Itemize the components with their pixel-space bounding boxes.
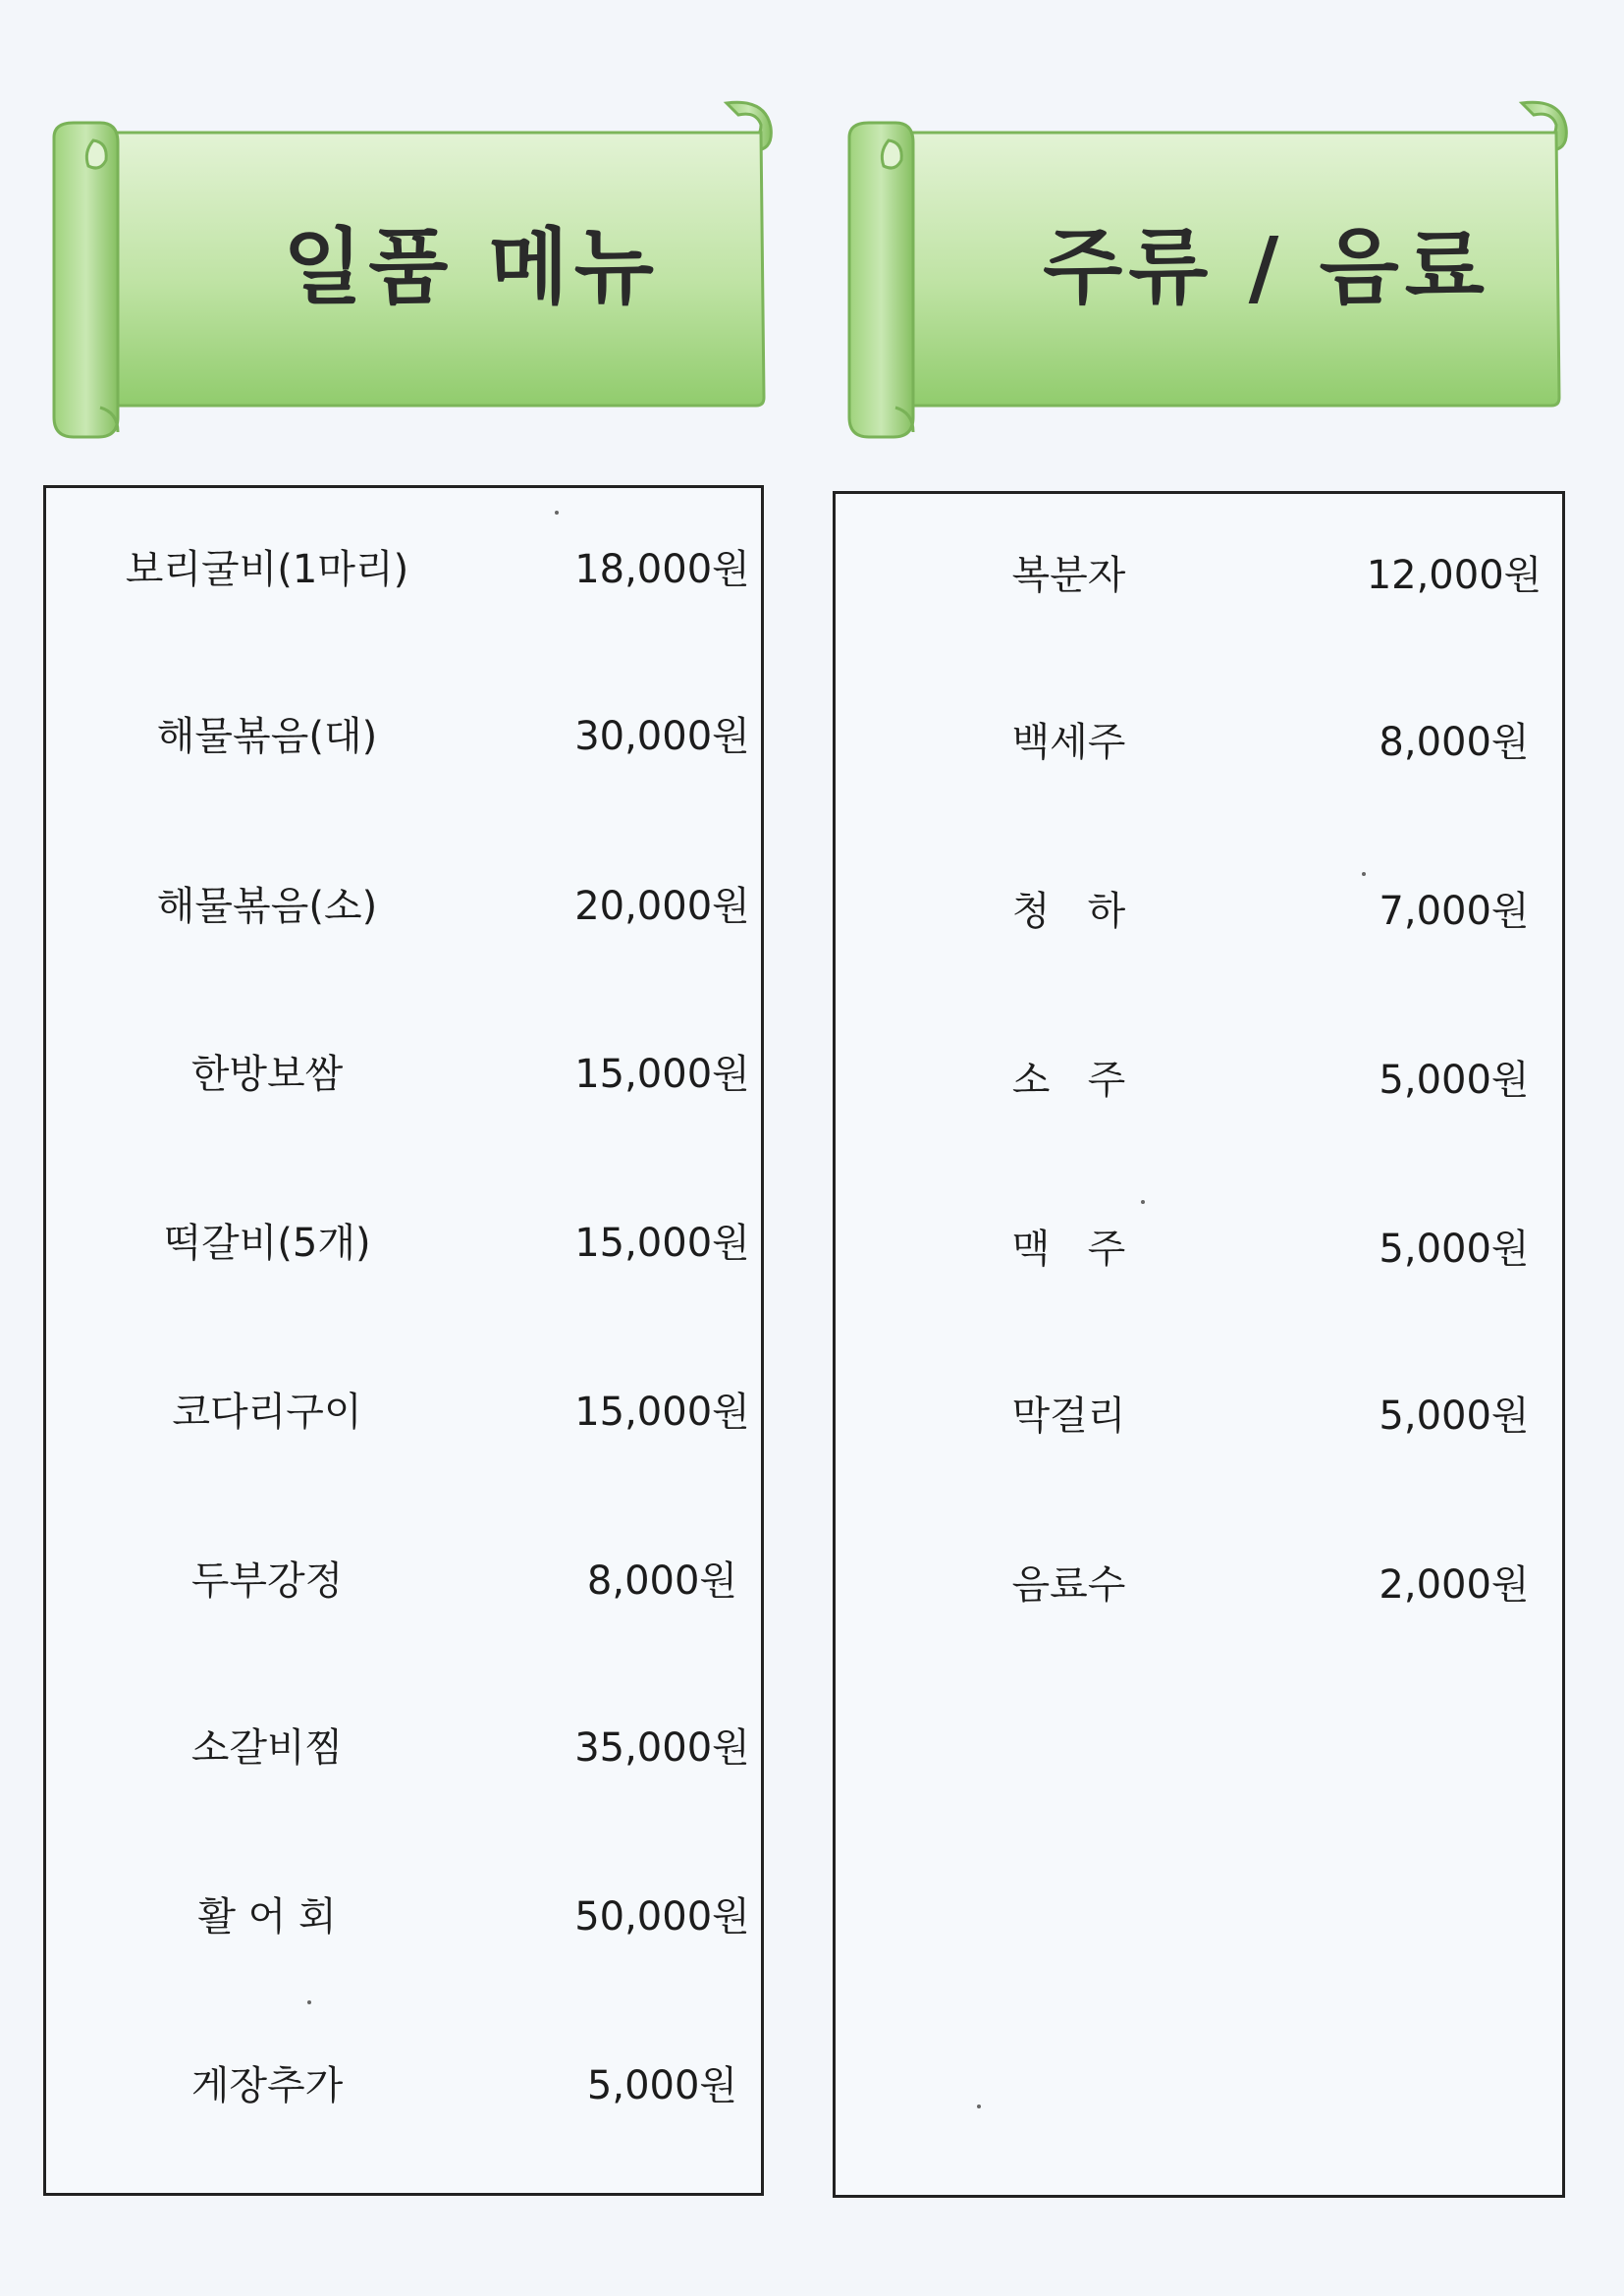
item-price: 5,000원 (1379, 1394, 1530, 1439)
menu-item (46, 530, 761, 609)
item-price: 7,000원 (1379, 889, 1530, 934)
drink-section-title: 주류 / 음료 (1043, 219, 1490, 315)
item-price: 12,000원 (1366, 553, 1543, 598)
item-price: 5,000원 (1379, 1058, 1530, 1103)
menu-item (836, 1546, 1562, 1624)
scan-speck (1362, 872, 1366, 876)
menu-item (46, 1542, 761, 1620)
menu-item (46, 697, 761, 776)
scan-speck (1141, 1200, 1145, 1204)
drink-section-banner (835, 93, 1620, 457)
item-price: 20,000원 (574, 884, 750, 929)
item-name: 소 주 (1011, 1058, 1126, 1103)
item-price: 18,000원 (574, 547, 750, 592)
item-price: 50,000원 (574, 1894, 750, 1940)
item-price: 8,000원 (1379, 720, 1530, 765)
menu-item (836, 872, 1562, 951)
scan-speck (555, 511, 559, 515)
item-name: 소갈비찜 (190, 1725, 344, 1771)
item-price: 8,000원 (586, 1558, 738, 1604)
scan-speck (307, 2000, 311, 2004)
item-name: 해물볶음(대) (156, 714, 378, 759)
menu-item (46, 1035, 761, 1114)
menu-item (836, 536, 1562, 615)
item-name: 활 어 회 (197, 1894, 337, 1940)
item-price: 15,000원 (574, 1221, 750, 1266)
item-name: 맥 주 (1011, 1227, 1126, 1272)
item-price: 35,000원 (574, 1725, 750, 1771)
item-name: 코다리구이 (172, 1390, 362, 1435)
item-name: 보리굴비(1마리) (125, 547, 409, 592)
item-name: 막걸리 (1011, 1394, 1126, 1439)
item-price: 15,000원 (574, 1390, 750, 1435)
item-price: 5,000원 (586, 2063, 738, 2108)
item-price: 2,000원 (1379, 1562, 1530, 1608)
item-name: 백세주 (1011, 720, 1126, 765)
item-price: 5,000원 (1379, 1227, 1530, 1272)
menu-item (836, 703, 1562, 782)
scan-speck (977, 2105, 981, 2108)
menu-item (836, 1210, 1562, 1288)
menu-item (836, 1041, 1562, 1120)
menu-item (46, 1373, 761, 1451)
menu-item (46, 1878, 761, 1956)
food-menu-box (43, 485, 764, 2196)
item-name: 음료수 (1011, 1562, 1126, 1608)
item-name: 청 하 (1011, 889, 1126, 934)
item-name: 떡갈비(5개) (163, 1221, 371, 1266)
item-name: 복분자 (1011, 553, 1126, 598)
food-section-title: 일품 메뉴 (283, 219, 660, 315)
item-name: 해물볶음(소) (156, 884, 378, 929)
item-name: 게장추가 (190, 2063, 344, 2108)
menu-item (46, 2047, 761, 2125)
menu-item (836, 1377, 1562, 1455)
item-name: 한방보쌈 (190, 1052, 344, 1097)
food-section-banner (39, 93, 825, 457)
item-name: 두부강정 (190, 1558, 344, 1604)
item-price: 30,000원 (574, 714, 750, 759)
menu-item (46, 1709, 761, 1787)
menu-item (46, 1204, 761, 1283)
menu-item (46, 867, 761, 946)
item-price: 15,000원 (574, 1052, 750, 1097)
drink-menu-box (833, 491, 1565, 2198)
